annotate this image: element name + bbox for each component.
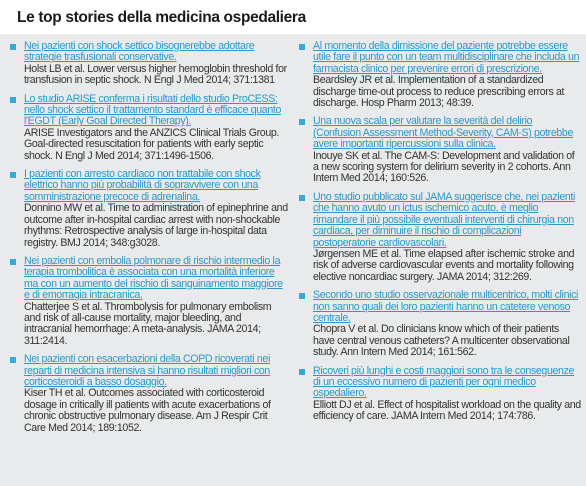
- story-headline-link[interactable]: Ricoveri più lunghi e costi maggiori sono tra le conseguenze di un eccessivo numero di pazienti per ogni medico ospedaliero.: [313, 364, 575, 400]
- story-item: [298, 290, 581, 358]
- story-headline-link[interactable]: Nei pazienti con embolia polmonare di rischio intermedio la terapia trombolitica è associata con una mortalità inferiore ma con un aumento del rischio di sanguinamento maggiore e di emorragia intracranica.: [24, 254, 283, 302]
- story-citation: ARISE Investigators and the ANZICS Clinical Trials Group. Goal-directed resuscitation for patients with early septic shock. N Engl J Med 2014; 371:1496-1506.: [24, 126, 280, 162]
- page-title: Le top stories della medicina ospedaliera: [17, 9, 306, 26]
- story-citation: Kiser TH et al. Outcomes associated with corticosteroid dosage in critically ill patients with acute exacerbations of chronic obstructive pulmonary disease. Am J Respir Crit Care Med 2014; 189:1052.: [24, 387, 271, 434]
- story-citation: Inouye SK et al. The CAM-S: Development and validation of a new scoring system for delirium severity in 2 cohorts. Ann Intern Med 2014; 160:526.: [313, 149, 575, 185]
- story-item: [298, 192, 581, 283]
- bullet-square-icon: [299, 44, 305, 50]
- story-headline-link[interactable]: Uno studio pubblicato sul JAMA suggerisce che, nei pazienti che hanno avuto un ictus ischemico acuto, è meglio rimandare il più possibile eventuali interventi di chirurgia non cardiaca, per diminuire il rischio di complicazioni postoperatorie cardiovascolari.: [313, 190, 576, 249]
- stories-column-left: [9, 41, 288, 441]
- story-item: [9, 169, 288, 249]
- story-item: [298, 41, 581, 109]
- story-item: [9, 354, 288, 434]
- story-citation: Chatterjee S et al. Thrombolysis for pulmonary embolism and risk of all-cause mortality, major bleeding, and intracranial hemorrhage: A meta-analysis. JAMA 2014; 311:2414.: [24, 300, 272, 347]
- story-headline-link[interactable]: Nei pazienti con shock settico bisognerebbe adottare strategie trasfusionali conservative.: [24, 40, 255, 64]
- story-headline-link[interactable]: Lo studio ARISE conferma i risultati dello studio ProCESS: nello shock settico il trattamento standard è efficace quanto l'EGDT (Early Goal Directed Therapy).: [24, 92, 282, 128]
- bullet-square-icon: [299, 119, 305, 125]
- story-headline-link[interactable]: I pazienti con arresto cardiaco non trattabile con shock elettrico hanno più probabilità di sopravvivere con una somministrazione precoce di adrenalina.: [24, 168, 261, 203]
- bullet-square-icon: [299, 369, 305, 375]
- story-item: [9, 41, 288, 87]
- stories-column-right: [298, 41, 581, 430]
- story-item: [298, 366, 581, 423]
- title-bar: [0, 0, 586, 34]
- bullet-square-icon: [10, 97, 16, 103]
- story-citation: Donnino MW et al. Time to administration of epinephrine and outcome after in-hospital cardiac arrest with non-shockable rhythms: Retrospective analysis of large in-hospital data registry. BMJ 2014; 348:g3028.: [24, 202, 288, 249]
- story-headline-link[interactable]: Al momento della dimissione del paziente potrebbe essere utile fare il punto con un team multidisciplinare che includa un farmacista clinico per prevenire errori di prescrizione.: [313, 40, 580, 75]
- story-item: [9, 94, 288, 162]
- story-citation: Elliott DJ et al. Effect of hospitalist workload on the quality and efficiency of care. JAMA Intern Med 2014; 174:786.: [313, 398, 581, 423]
- bullet-square-icon: [299, 293, 305, 299]
- story-item: [9, 256, 288, 347]
- story-citation: Jørgensen ME et al. Time elapsed after ischemic stroke and risk of adverse cardiovascular events and mortality following elective noncardiac surgery. JAMA 2014; 312:269.: [313, 247, 575, 283]
- bullet-square-icon: [10, 44, 16, 50]
- story-headline-link[interactable]: Nei pazienti con esacerbazioni della COPD ricoverati nei reparti di medicina intensiva si hanno risultati migliori con corticosteroidi a basso dosaggio.: [24, 353, 270, 388]
- story-item: [298, 116, 581, 184]
- story-citation: Holst LB et al. Lower versus higher hemoglobin threshold for transfusion in septic shock. N Engl J Med 2014; 371:1381: [24, 62, 287, 87]
- bullet-square-icon: [10, 259, 16, 265]
- bullet-square-icon: [10, 172, 16, 178]
- story-citation: Chopra V et al. Do clinicians know which of their patients have central venous catheters? A multicenter observational study. Ann Intern Med 2014; 161:562.: [313, 323, 570, 359]
- bullet-square-icon: [299, 195, 305, 201]
- story-headline-link[interactable]: Secondo uno studio osservazionale multicentrico, molti clinici non sanno quali dei loro pazienti hanno un catetere venoso centrale.: [313, 289, 579, 324]
- story-citation: Beardsley JR et al. Implementation of a standardized discharge time-out process to reduce prescribing errors at discharge. Hosp Pharm 2013; 48:39.: [313, 74, 565, 110]
- stories-panel: [0, 34, 586, 486]
- story-headline-link[interactable]: Una nuova scala per valutare la severità del delirio (Confusion Assessment Method-Severity, CAM-S) potrebbe avere importanti ripercussioni sulla clinica.: [313, 115, 573, 151]
- bullet-square-icon: [10, 357, 16, 363]
